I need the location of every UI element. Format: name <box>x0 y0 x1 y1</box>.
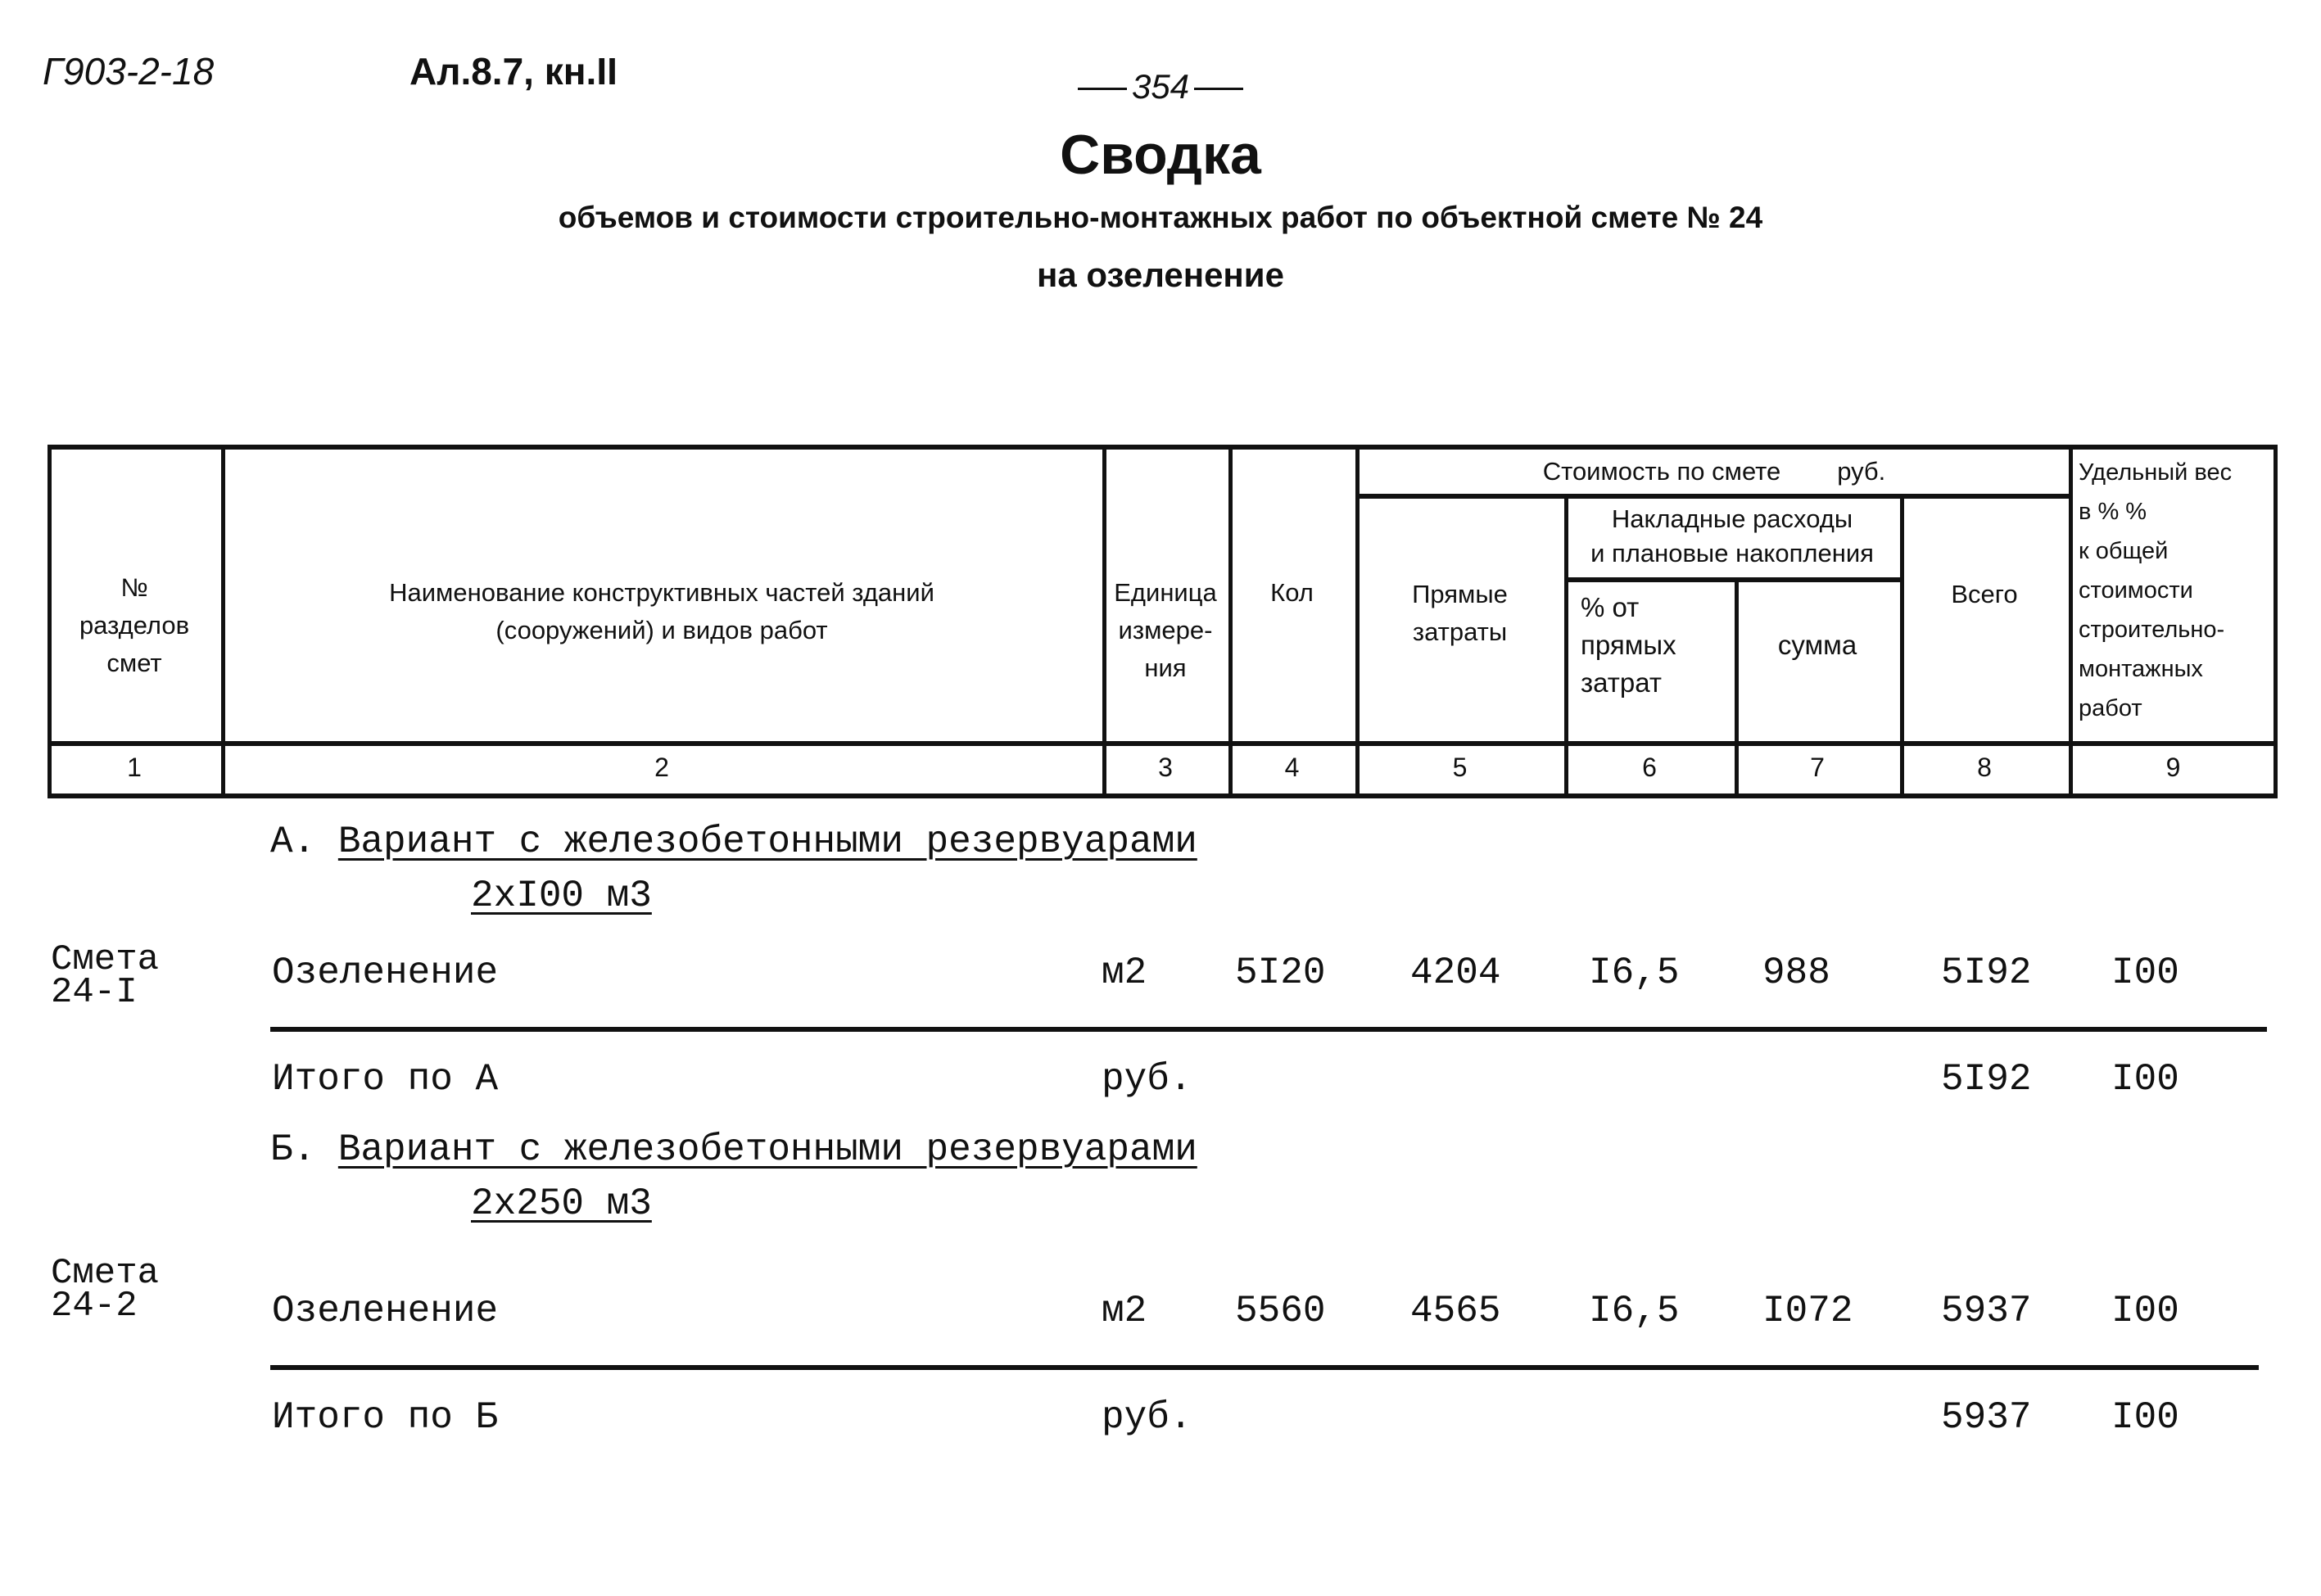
header-total: Всего <box>1951 580 2018 608</box>
header-section-number: № разделов смет <box>79 573 190 677</box>
page-subtitle: объемов и стоимости строительно-монтажных работ по объектной смете № 24 <box>558 201 1763 234</box>
row-sum: 988 <box>1762 952 1830 994</box>
document-code: Г903-2-18 <box>43 50 215 93</box>
header-sum: сумма <box>1777 630 1857 660</box>
header-unit: Единица измере- ния <box>1114 578 1217 682</box>
estimate-ref-b: Смета 24-2 <box>51 1253 160 1327</box>
row-total: 5I92 <box>1941 952 2032 994</box>
header-share: Удельный вес в % % к общей стоимости строительно- монтажных работ <box>2079 459 2233 721</box>
header-direct-costs: Прямые затраты <box>1412 580 1508 646</box>
row-name: Озеленение <box>272 952 499 994</box>
col-number: 9 <box>2165 753 2181 782</box>
section-a-volume: 2хI00 м3 <box>471 875 652 917</box>
section-a-heading: А. Вариант с железобетонными резервуарами <box>270 821 1197 863</box>
header-percent: % от прямых затрат <box>1581 592 1676 698</box>
page-title: Сводка <box>1060 124 1261 186</box>
col-number: 7 <box>1810 753 1825 782</box>
album-reference: Ал.8.7, кн.II <box>409 50 618 93</box>
row-name: Озеленение <box>272 1290 499 1332</box>
total-row-unit: руб. <box>1102 1396 1192 1439</box>
row-unit: м2 <box>1102 952 1147 994</box>
col-number: 2 <box>654 753 669 782</box>
page-number <box>1073 67 1248 106</box>
col-number: 3 <box>1158 753 1173 782</box>
divider <box>270 1365 2259 1370</box>
header-cost-group: Стоимость по смете руб. <box>1542 457 1886 486</box>
row-sum: I072 <box>1762 1290 1853 1332</box>
row-direct: 4565 <box>1410 1290 1501 1332</box>
section-b-heading: Б. Вариант с железобетонными резервуарами <box>270 1128 1197 1171</box>
total-row-name: Итого по Б <box>272 1396 499 1439</box>
row-total: 5937 <box>1941 1290 2032 1332</box>
row-share: I00 <box>2111 1290 2179 1332</box>
total-row-total: 5937 <box>1941 1396 2032 1439</box>
col-number: 5 <box>1452 753 1468 782</box>
row-percent: I6,5 <box>1589 1290 1680 1332</box>
col-number: 8 <box>1977 753 1992 782</box>
total-row-share: I00 <box>2111 1396 2179 1439</box>
col-number: 1 <box>127 753 142 782</box>
table-header <box>48 445 2278 800</box>
row-direct: 4204 <box>1410 952 1501 994</box>
row-percent: I6,5 <box>1589 952 1680 994</box>
total-row-share: I00 <box>2111 1058 2179 1101</box>
page-subtitle-2: на озеленение <box>1037 255 1284 294</box>
row-share: I00 <box>2111 952 2179 994</box>
total-row-unit: руб. <box>1102 1058 1192 1101</box>
estimate-ref-a: Смета 24-I <box>51 939 160 1013</box>
divider <box>270 1027 2267 1032</box>
section-b-volume: 2х250 м3 <box>471 1182 652 1225</box>
row-quantity: 5I20 <box>1235 952 1326 994</box>
page-number-value: 354 <box>1132 67 1190 106</box>
header-overhead-group: Накладные расходы и плановые накопления <box>1590 504 1874 567</box>
total-row-total: 5I92 <box>1941 1058 2032 1101</box>
row-quantity: 5560 <box>1235 1290 1326 1332</box>
total-row-name: Итого по А <box>272 1058 499 1101</box>
col-number: 4 <box>1284 753 1300 782</box>
col-number: 6 <box>1642 753 1657 782</box>
header-quantity: Кол <box>1270 578 1314 607</box>
header-work-name: Наименование конструктивных частей зданий (сооружений) и видов работ <box>389 578 934 644</box>
row-unit: м2 <box>1102 1290 1147 1332</box>
